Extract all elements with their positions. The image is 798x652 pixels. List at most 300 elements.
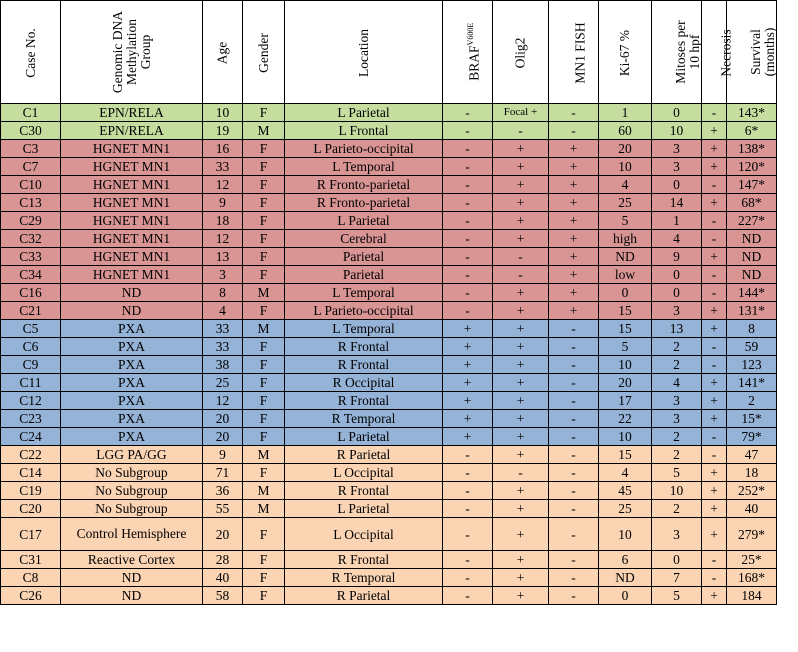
cell-survival: 143* (727, 104, 777, 122)
cell-gender: M (243, 284, 285, 302)
cell-age: 12 (203, 392, 243, 410)
header-ki67: Ki-67 % (599, 1, 652, 104)
table-row (1, 356, 777, 374)
cell-survival: 79* (727, 428, 777, 446)
cell-mn1-fish: - (549, 320, 599, 338)
cell-necrosis: - (702, 551, 727, 569)
cell-ki67: 45 (599, 482, 652, 500)
cell-survival: 47 (727, 446, 777, 464)
cell-methylation-group: ND (61, 302, 203, 320)
header-age: Age (203, 1, 243, 104)
cell-case-no: C10 (1, 176, 61, 194)
cell-mn1-fish: - (549, 122, 599, 140)
cell-age: 4 (203, 302, 243, 320)
cell-mn1-fish: + (549, 230, 599, 248)
cell-mitoses: 0 (652, 284, 702, 302)
cell-ki67: 4 (599, 464, 652, 482)
cell-braf: - (443, 551, 493, 569)
cell-olig2: + (493, 320, 549, 338)
cell-olig2: + (493, 302, 549, 320)
table-row (1, 569, 777, 587)
cell-methylation-group: EPN/RELA (61, 104, 203, 122)
header-row (1, 1, 777, 104)
cell-braf: + (443, 356, 493, 374)
cell-mitoses: 2 (652, 356, 702, 374)
cell-age: 28 (203, 551, 243, 569)
cell-braf: - (443, 446, 493, 464)
cell-age: 33 (203, 320, 243, 338)
cell-survival: 138* (727, 140, 777, 158)
cell-olig2: + (493, 518, 549, 551)
cell-olig2: + (493, 410, 549, 428)
cell-case-no: C21 (1, 302, 61, 320)
cell-mitoses: 9 (652, 248, 702, 266)
table-row (1, 500, 777, 518)
cell-necrosis: + (702, 158, 727, 176)
cell-braf: + (443, 410, 493, 428)
cell-case-no: C22 (1, 446, 61, 464)
cell-olig2: + (493, 176, 549, 194)
cell-location: R Frontal (285, 551, 443, 569)
cell-braf: - (443, 482, 493, 500)
cell-gender: F (243, 551, 285, 569)
cell-methylation-group: HGNET MN1 (61, 212, 203, 230)
cell-mn1-fish: + (549, 248, 599, 266)
cell-braf: - (443, 212, 493, 230)
cell-gender: F (243, 194, 285, 212)
cell-necrosis: + (702, 194, 727, 212)
cell-case-no: C16 (1, 284, 61, 302)
cell-braf: - (443, 500, 493, 518)
cell-mn1-fish: - (549, 410, 599, 428)
cell-gender: F (243, 140, 285, 158)
cell-methylation-group: PXA (61, 410, 203, 428)
cell-gender: F (243, 302, 285, 320)
cell-mn1-fish: - (549, 104, 599, 122)
table-row (1, 320, 777, 338)
cell-gender: M (243, 446, 285, 464)
header-methylation-group: Genomic DNA Methylation Group (61, 1, 203, 104)
cell-ki67: 10 (599, 428, 652, 446)
cell-ki67: 22 (599, 410, 652, 428)
cell-olig2: + (493, 569, 549, 587)
cell-mn1-fish: + (549, 176, 599, 194)
cell-methylation-group: ND (61, 587, 203, 605)
cell-survival: 144* (727, 284, 777, 302)
cell-location: L Parietal (285, 212, 443, 230)
cell-ki67: 0 (599, 284, 652, 302)
cell-gender: F (243, 158, 285, 176)
cell-age: 18 (203, 212, 243, 230)
cell-olig2: + (493, 587, 549, 605)
cell-methylation-group: PXA (61, 392, 203, 410)
cell-mn1-fish: + (549, 284, 599, 302)
cell-methylation-group: HGNET MN1 (61, 230, 203, 248)
table-row (1, 446, 777, 464)
cell-ki67: 10 (599, 158, 652, 176)
cell-location: L Occipital (285, 518, 443, 551)
cell-case-no: C31 (1, 551, 61, 569)
cell-necrosis: - (702, 446, 727, 464)
cell-necrosis: - (702, 230, 727, 248)
cell-mn1-fish: + (549, 158, 599, 176)
table-row (1, 482, 777, 500)
cell-location: Parietal (285, 266, 443, 284)
cell-mitoses: 0 (652, 104, 702, 122)
cell-gender: F (243, 266, 285, 284)
cell-braf: - (443, 569, 493, 587)
cell-age: 38 (203, 356, 243, 374)
cell-methylation-group: HGNET MN1 (61, 176, 203, 194)
cell-location: L Parietal (285, 104, 443, 122)
cell-braf: + (443, 428, 493, 446)
cell-gender: F (243, 392, 285, 410)
cell-mn1-fish: - (549, 356, 599, 374)
cell-case-no: C8 (1, 569, 61, 587)
cell-survival: 279* (727, 518, 777, 551)
cell-gender: F (243, 356, 285, 374)
cell-necrosis: + (702, 392, 727, 410)
cell-mn1-fish: + (549, 302, 599, 320)
table-row (1, 284, 777, 302)
cell-location: R Temporal (285, 569, 443, 587)
cell-methylation-group: HGNET MN1 (61, 194, 203, 212)
header-olig2: Olig2 (493, 1, 549, 104)
cell-olig2: + (493, 140, 549, 158)
cell-age: 10 (203, 104, 243, 122)
cell-case-no: C32 (1, 230, 61, 248)
cell-gender: M (243, 500, 285, 518)
cell-braf: - (443, 248, 493, 266)
cell-mitoses: 4 (652, 374, 702, 392)
cell-methylation-group: HGNET MN1 (61, 158, 203, 176)
cell-location: L Parietal (285, 500, 443, 518)
cell-case-no: C20 (1, 500, 61, 518)
cell-age: 3 (203, 266, 243, 284)
cell-survival: 168* (727, 569, 777, 587)
cell-ki67: 15 (599, 446, 652, 464)
cell-necrosis: - (702, 212, 727, 230)
cell-methylation-group: PXA (61, 356, 203, 374)
cell-methylation-group: LGG PA/GG (61, 446, 203, 464)
cell-olig2: - (493, 122, 549, 140)
cell-olig2: - (493, 248, 549, 266)
cell-ki67: 20 (599, 140, 652, 158)
cell-survival: ND (727, 266, 777, 284)
cell-necrosis: + (702, 410, 727, 428)
cell-methylation-group: No Subgroup (61, 500, 203, 518)
cell-necrosis: - (702, 569, 727, 587)
table-row (1, 302, 777, 320)
cell-case-no: C17 (1, 518, 61, 551)
cell-mitoses: 2 (652, 428, 702, 446)
cell-mn1-fish: - (549, 569, 599, 587)
cell-mitoses: 3 (652, 158, 702, 176)
cell-ki67: ND (599, 569, 652, 587)
cell-methylation-group: ND (61, 284, 203, 302)
cell-gender: F (243, 248, 285, 266)
cell-age: 12 (203, 230, 243, 248)
cell-case-no: C26 (1, 587, 61, 605)
cell-mitoses: 0 (652, 551, 702, 569)
header-survival: Survival (months) (727, 1, 777, 104)
cell-ki67: high (599, 230, 652, 248)
cell-ki67: 1 (599, 104, 652, 122)
cell-olig2: + (493, 356, 549, 374)
cell-methylation-group: No Subgroup (61, 482, 203, 500)
cell-methylation-group: HGNET MN1 (61, 248, 203, 266)
cell-mn1-fish: - (549, 551, 599, 569)
cell-age: 8 (203, 284, 243, 302)
cell-case-no: C24 (1, 428, 61, 446)
cell-mitoses: 14 (652, 194, 702, 212)
cell-mitoses: 3 (652, 302, 702, 320)
cell-olig2: + (493, 194, 549, 212)
cell-mitoses: 2 (652, 446, 702, 464)
cell-methylation-group: No Subgroup (61, 464, 203, 482)
cell-age: 20 (203, 518, 243, 551)
table-row (1, 194, 777, 212)
cell-location: R Frontal (285, 338, 443, 356)
table-row (1, 248, 777, 266)
cell-case-no: C19 (1, 482, 61, 500)
cell-olig2: - (493, 464, 549, 482)
cell-survival: 252* (727, 482, 777, 500)
cell-age: 40 (203, 569, 243, 587)
cell-mitoses: 10 (652, 482, 702, 500)
cell-age: 58 (203, 587, 243, 605)
cell-mn1-fish: - (549, 392, 599, 410)
cell-age: 9 (203, 446, 243, 464)
cell-mn1-fish: + (549, 212, 599, 230)
cell-mitoses: 0 (652, 176, 702, 194)
cell-braf: - (443, 122, 493, 140)
cell-case-no: C34 (1, 266, 61, 284)
cell-case-no: C6 (1, 338, 61, 356)
header-mn1-fish: MN1 FISH (549, 1, 599, 104)
cell-methylation-group: HGNET MN1 (61, 140, 203, 158)
cell-mn1-fish: - (549, 374, 599, 392)
cell-location: L Parieto-occipital (285, 302, 443, 320)
cell-ki67: 5 (599, 212, 652, 230)
cell-ki67: 10 (599, 356, 652, 374)
cell-necrosis: + (702, 320, 727, 338)
cell-age: 9 (203, 194, 243, 212)
cell-location: R Temporal (285, 410, 443, 428)
cell-case-no: C29 (1, 212, 61, 230)
cell-gender: F (243, 176, 285, 194)
cell-gender: F (243, 374, 285, 392)
braf-superscript: V600E (466, 23, 476, 46)
cell-gender: M (243, 320, 285, 338)
cell-ki67: 25 (599, 194, 652, 212)
cell-braf: - (443, 518, 493, 551)
table-row (1, 104, 777, 122)
cell-methylation-group: ND (61, 569, 203, 587)
cell-necrosis: - (702, 338, 727, 356)
table-row (1, 428, 777, 446)
header-gender: Gender (243, 1, 285, 104)
cell-age: 20 (203, 428, 243, 446)
cell-location: L Temporal (285, 320, 443, 338)
cell-age: 33 (203, 338, 243, 356)
cell-gender: F (243, 410, 285, 428)
cell-mitoses: 7 (652, 569, 702, 587)
cell-gender: F (243, 212, 285, 230)
cell-braf: - (443, 158, 493, 176)
cell-mitoses: 3 (652, 392, 702, 410)
cell-necrosis: - (702, 104, 727, 122)
table-row (1, 338, 777, 356)
cell-olig2: - (493, 266, 549, 284)
cell-survival: 120* (727, 158, 777, 176)
cell-mitoses: 3 (652, 140, 702, 158)
cell-location: R Parietal (285, 587, 443, 605)
cell-ki67: ND (599, 248, 652, 266)
cell-mitoses: 1 (652, 212, 702, 230)
cell-ki67: 10 (599, 518, 652, 551)
cell-olig2: + (493, 374, 549, 392)
cell-braf: - (443, 587, 493, 605)
cell-braf: + (443, 392, 493, 410)
cell-olig2: + (493, 338, 549, 356)
cell-case-no: C1 (1, 104, 61, 122)
cell-mitoses: 4 (652, 230, 702, 248)
cell-location: L Parietal (285, 428, 443, 446)
cell-mitoses: 2 (652, 338, 702, 356)
cell-olig2: + (493, 482, 549, 500)
cell-location: L Parieto-occipital (285, 140, 443, 158)
cell-survival: 6* (727, 122, 777, 140)
table-row (1, 122, 777, 140)
cell-methylation-group: Control Hemisphere (61, 518, 203, 551)
cell-mn1-fish: - (549, 500, 599, 518)
table-row (1, 410, 777, 428)
cell-gender: F (243, 104, 285, 122)
cell-mn1-fish: + (549, 266, 599, 284)
cell-case-no: C14 (1, 464, 61, 482)
cell-survival: 184 (727, 587, 777, 605)
cell-ki67: low (599, 266, 652, 284)
cell-methylation-group: PXA (61, 338, 203, 356)
cell-gender: M (243, 482, 285, 500)
table-row (1, 158, 777, 176)
cell-necrosis: - (702, 284, 727, 302)
cell-mitoses: 5 (652, 587, 702, 605)
cell-age: 33 (203, 158, 243, 176)
cell-necrosis: + (702, 122, 727, 140)
cell-methylation-group: PXA (61, 428, 203, 446)
cell-necrosis: + (702, 482, 727, 500)
cell-methylation-group: Reactive Cortex (61, 551, 203, 569)
table-row (1, 140, 777, 158)
cell-case-no: C9 (1, 356, 61, 374)
table-row (1, 464, 777, 482)
cell-mn1-fish: + (549, 140, 599, 158)
cell-mn1-fish: - (549, 518, 599, 551)
cell-necrosis: + (702, 500, 727, 518)
cell-survival: 8 (727, 320, 777, 338)
table-row (1, 551, 777, 569)
cell-location: L Frontal (285, 122, 443, 140)
header-braf: $BRAF^{V600E}$ (443, 1, 493, 104)
cell-olig2: Focal + (493, 104, 549, 122)
cell-case-no: C7 (1, 158, 61, 176)
cell-braf: - (443, 176, 493, 194)
cell-braf: + (443, 374, 493, 392)
cell-methylation-group: PXA (61, 374, 203, 392)
cell-survival: 18 (727, 464, 777, 482)
cell-mn1-fish: - (549, 587, 599, 605)
header-case-no: Case No. (1, 1, 61, 104)
cell-mitoses: 3 (652, 410, 702, 428)
cell-necrosis: + (702, 302, 727, 320)
cell-location: L Temporal (285, 158, 443, 176)
cell-survival: 25* (727, 551, 777, 569)
cell-age: 12 (203, 176, 243, 194)
header-location: Location (285, 1, 443, 104)
table-row (1, 587, 777, 605)
cell-case-no: C13 (1, 194, 61, 212)
cell-braf: - (443, 230, 493, 248)
table-row (1, 266, 777, 284)
cell-case-no: C12 (1, 392, 61, 410)
cell-olig2: + (493, 446, 549, 464)
cell-methylation-group: PXA (61, 320, 203, 338)
cell-mitoses: 3 (652, 518, 702, 551)
cell-braf: - (443, 284, 493, 302)
cell-gender: M (243, 122, 285, 140)
cell-gender: F (243, 338, 285, 356)
cell-braf: - (443, 104, 493, 122)
cell-ki67: 20 (599, 374, 652, 392)
cell-braf: - (443, 194, 493, 212)
cell-location: L Occipital (285, 464, 443, 482)
cell-mitoses: 5 (652, 464, 702, 482)
table-row (1, 518, 777, 551)
cell-mn1-fish: + (549, 194, 599, 212)
table-row (1, 392, 777, 410)
cell-mn1-fish: - (549, 482, 599, 500)
cell-necrosis: + (702, 464, 727, 482)
cell-ki67: 60 (599, 122, 652, 140)
header-mitoses: Mitoses per 10 hpf (652, 1, 702, 104)
cell-ki67: 0 (599, 587, 652, 605)
cell-age: 13 (203, 248, 243, 266)
cell-necrosis: + (702, 140, 727, 158)
cell-gender: F (243, 464, 285, 482)
cell-mitoses: 0 (652, 266, 702, 284)
cell-gender: F (243, 428, 285, 446)
cell-survival: 227* (727, 212, 777, 230)
cell-location: R Frontal (285, 392, 443, 410)
cell-location: R Occipital (285, 374, 443, 392)
cell-olig2: + (493, 284, 549, 302)
cell-case-no: C5 (1, 320, 61, 338)
cell-olig2: + (493, 392, 549, 410)
cell-olig2: + (493, 158, 549, 176)
cell-survival: 40 (727, 500, 777, 518)
cell-survival: 131* (727, 302, 777, 320)
cell-case-no: C30 (1, 122, 61, 140)
cell-necrosis: - (702, 428, 727, 446)
cell-age: 25 (203, 374, 243, 392)
cell-ki67: 5 (599, 338, 652, 356)
cell-ki67: 4 (599, 176, 652, 194)
cell-mitoses: 10 (652, 122, 702, 140)
table-body (1, 104, 777, 605)
cell-gender: F (243, 518, 285, 551)
